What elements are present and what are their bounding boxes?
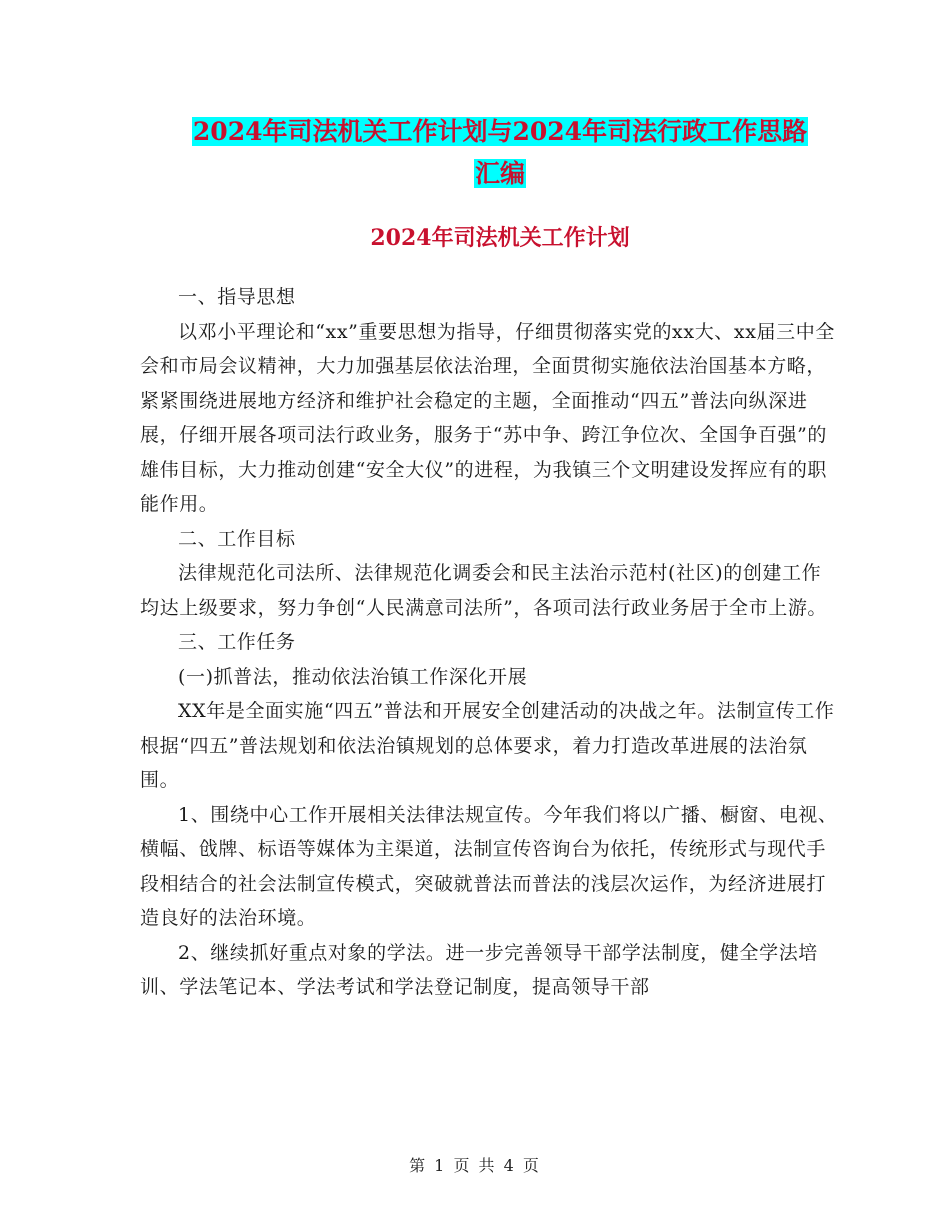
section-title: 2024年司法机关工作计划 (370, 225, 630, 251)
paragraph-item-2: 2、继续抓好重点对象的学法。进一步完善领导干部学法制度，健全学法培训、学法笔记本、学法考试和学法登记制度，提高领导干部 (140, 941, 818, 998)
heading-work-tasks: 三、工作任务 (178, 631, 296, 653)
paragraph-guiding-ideology: 以邓小平理论和“xx”重要思想为指导，仔细贯彻落实党的xx大、xx届三中全会和市局会议精神，大力加强基层依法治理，全面贯彻实施依法治国基本方略，紧紧围绕进展地方经济和维护社会稳定的主题，全面推动“四五”普法向纵深进展，仔细开展各项司法行政业务，服务于“苏中争、跨江争位次、全国争百强”的雄伟目标，大力推动创建“安全大仪”的进程，为我镇三个文明建设发挥应有的职能作用。 (140, 320, 835, 515)
document-title-line2 (140, 154, 860, 194)
page-indicator: 第 1 页 共 4 页 (409, 1156, 541, 1175)
document-title-text-continued: 汇编 (474, 159, 525, 188)
paragraph-item-1: 1、围绕中心工作开展相关法律法规宣传。今年我们将以广播、橱窗、电视、横幅、戗牌、标语等媒体为主渠道，法制宣传咨询台为依托，传统形式与现代手段相结合的社会法制宣传模式，突破就普法而普法的浅层次运作，为经济进展打造良好的法治环境。 (140, 803, 838, 929)
heading-work-goals: 二、工作目标 (178, 527, 296, 550)
heading-guiding-ideology: 一、指导思想 (178, 286, 296, 308)
document-title-line1 (140, 112, 860, 152)
document-title-text: 2024年司法机关工作计划与2024年司法行政工作思路 (192, 117, 808, 146)
paragraph-legal-education: XX年是全面实施“四五”普法和开展安全创建活动的决战之年。法制宣传工作根据“四五”普法规划和依法治镇规划的总体要求，着力打造改革进展的法治氛围。 (140, 700, 835, 791)
subheading-legal-education: (一)抓普法，推动依法治镇工作深化开展 (178, 665, 528, 688)
document-body (140, 280, 840, 1005)
paragraph-work-goals: 法律规范化司法所、法律规范化调委会和民主法治示范村(社区)的创建工作均达上级要求，努力争创“人民满意司法所”，各项司法行政业务居于全市上游。 (140, 562, 828, 619)
